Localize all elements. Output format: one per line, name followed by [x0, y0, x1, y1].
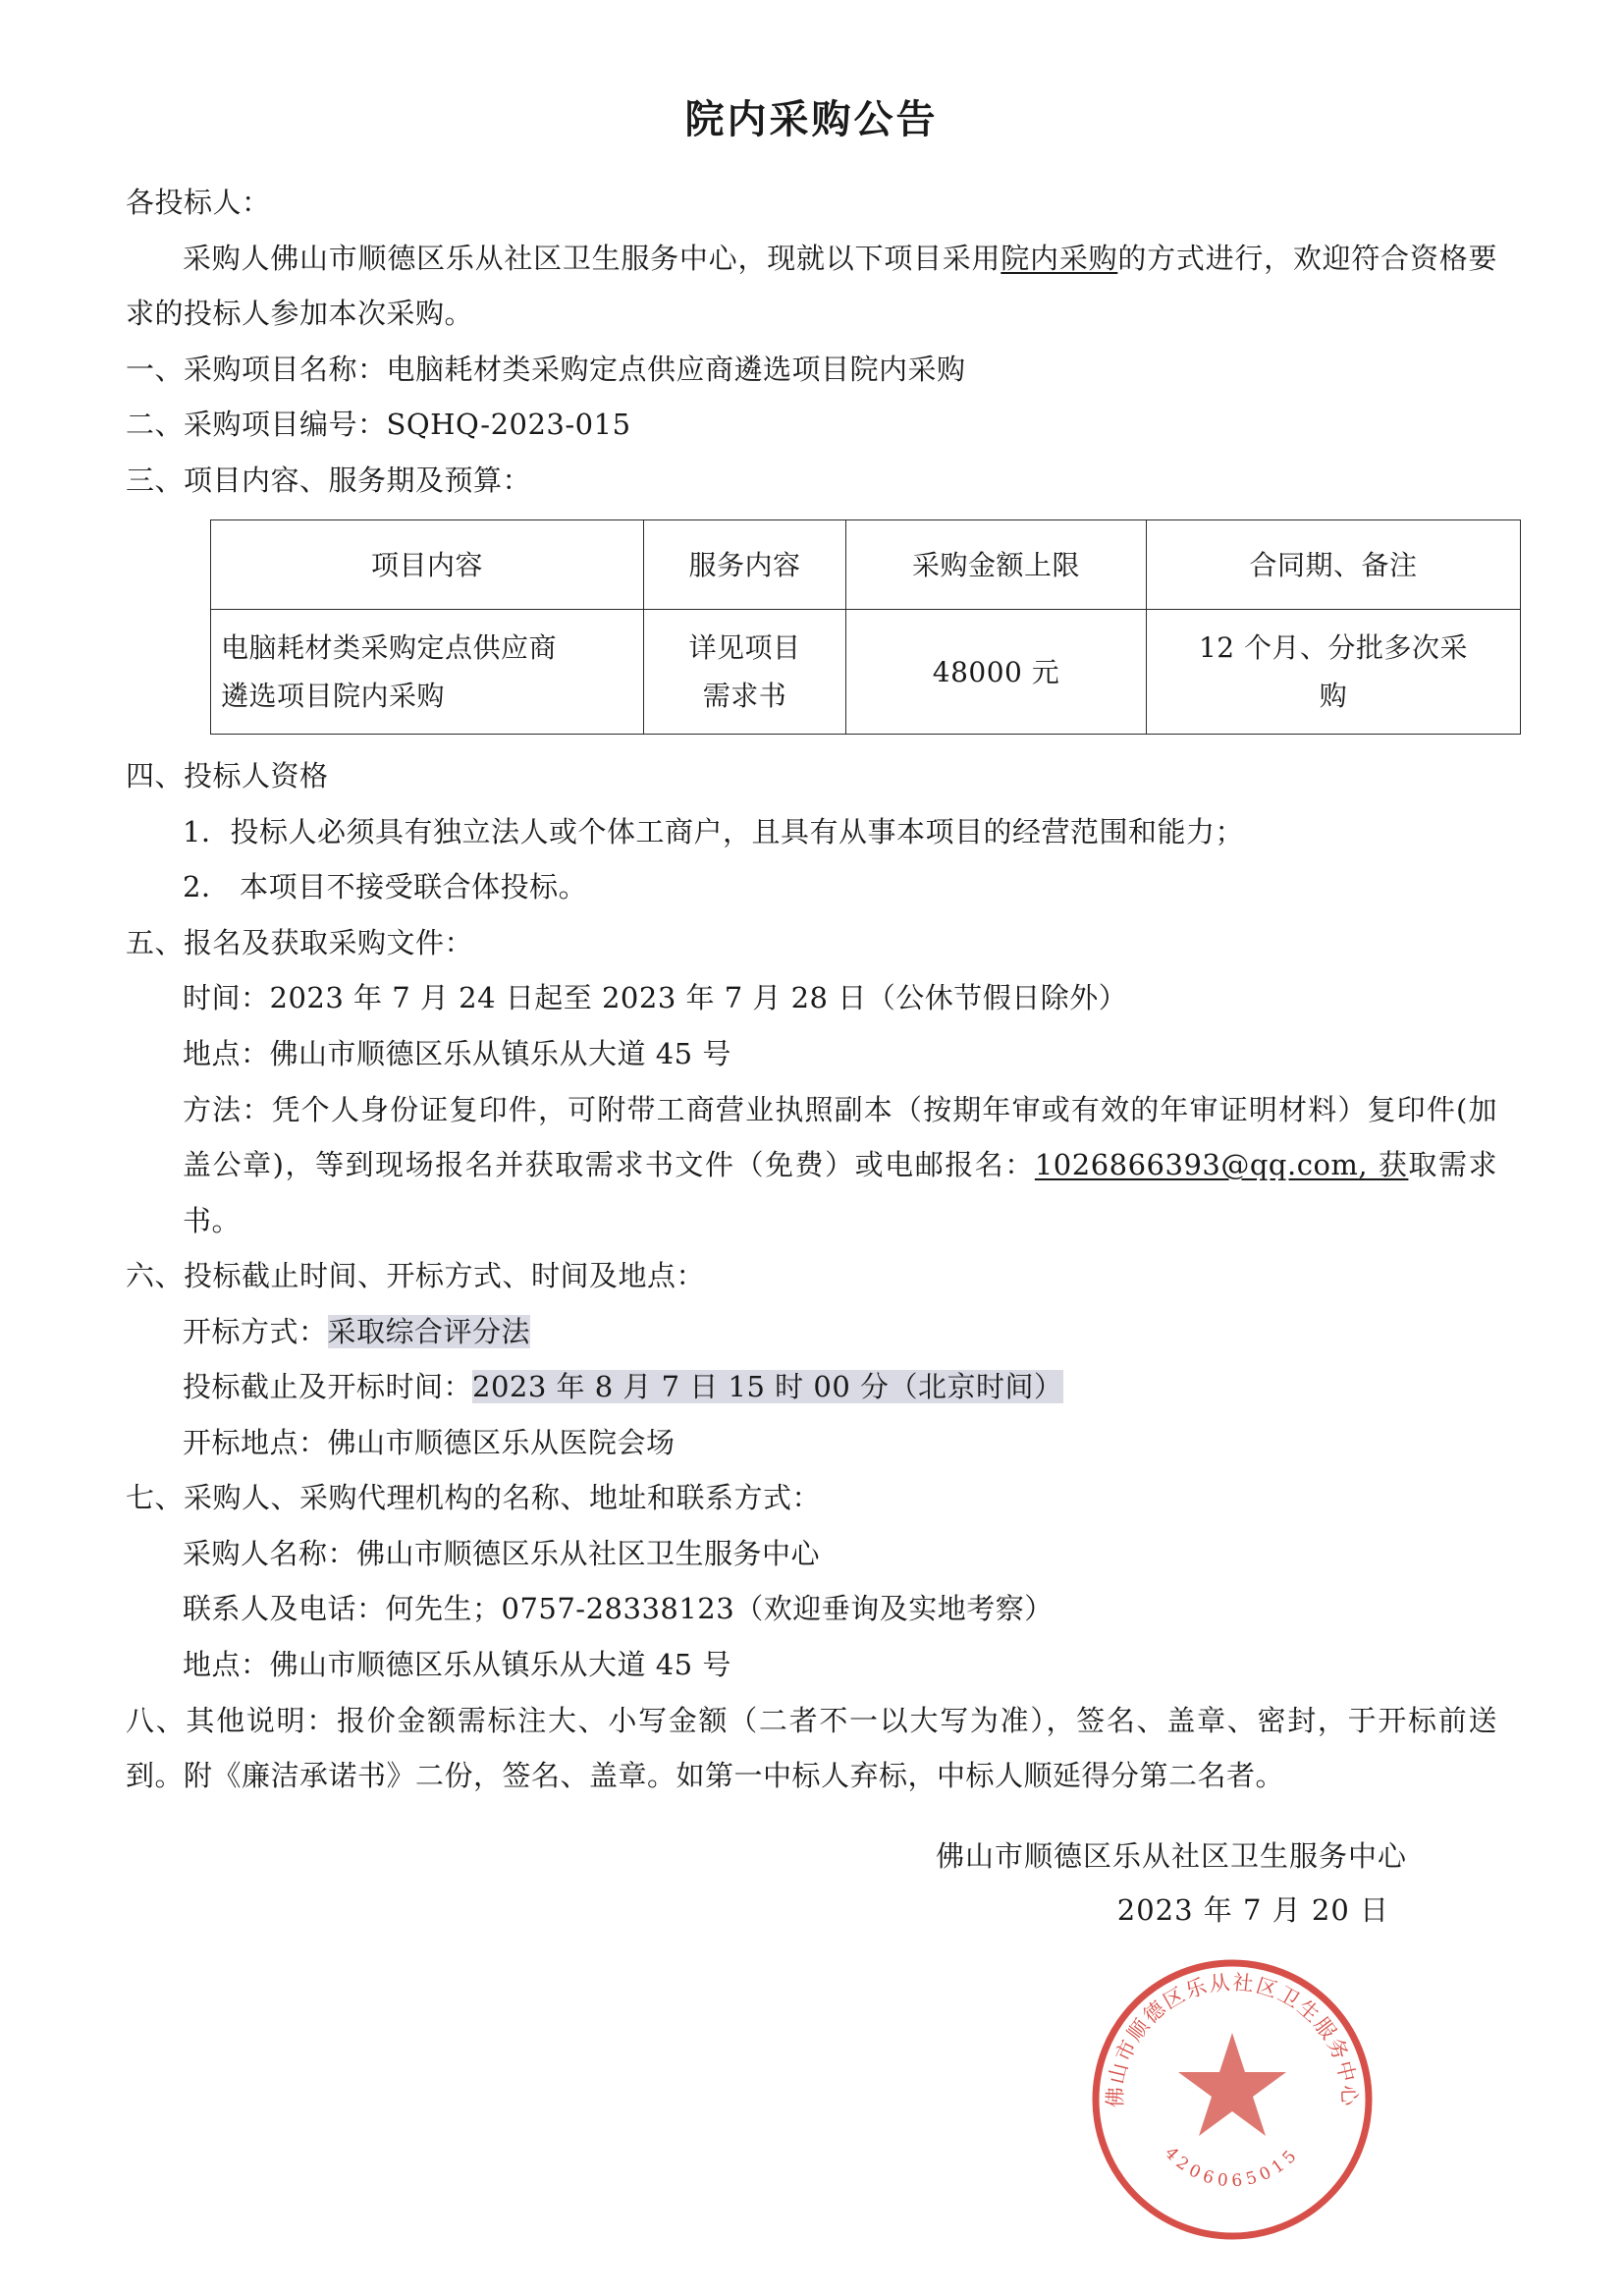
intro-paragraph [126, 231, 1497, 342]
section-1-label: 一、采购项目名称： [126, 352, 387, 386]
salutation: 各投标人： [126, 186, 271, 219]
section-5-method [183, 1082, 1497, 1249]
section-2 [126, 397, 1497, 453]
intro-underlined-term: 院内采购 [1001, 241, 1118, 275]
page-title: 院内采购公告 [684, 96, 939, 142]
section-4-item-2: 2． 本项目不接受联合体投标。 [183, 870, 588, 904]
section-8-text: 报价金额需标注大、小写金额（二者不一以大写为准），签名、盖章、密封，于开标前送到。附《廉洁承诺书》二份，签名、盖章。如第一中标人弃标，中标人顺延得分第二名者。 [126, 1703, 1497, 1793]
section-5-place: 地点：佛山市顺德区乐从镇乐从大道 45 号 [183, 1037, 731, 1071]
seal-bottom-text: 4206065015 [1161, 2143, 1304, 2192]
section-5-email: 1026866393@qq.com, 获 [1034, 1148, 1409, 1182]
table-cell-amount: 48000 元 [846, 610, 1147, 735]
table-cell-service-lines [654, 624, 836, 720]
table-header-item: 项目内容 [211, 520, 644, 610]
section-1-value: 电脑耗材类采购定点供应商遴选项目院内采购 [386, 352, 966, 386]
seal-top-text: 佛山市顺德区乐从社区卫生服务中心 [1103, 1970, 1362, 2108]
table-header-term: 合同期、备注 [1147, 520, 1521, 610]
table-cell-term-lines [1157, 624, 1510, 720]
table-cell-item-line1: 电脑耗材类采购定点供应商 [221, 631, 558, 665]
table-cell-term [1147, 610, 1521, 735]
section-6-open-method [183, 1304, 1497, 1360]
table-cell-item [211, 610, 644, 735]
section-6-label: 六、投标截止时间、开标方式、时间及地点： [126, 1259, 706, 1293]
signature-date: 2023 年 7 月 20 日 [1116, 1892, 1389, 1927]
signature-organization: 佛山市顺德区乐从社区卫生服务中心 [935, 1838, 1407, 1873]
table-cell-item-lines [221, 624, 633, 720]
official-seal [1085, 1952, 1380, 2247]
table-header-row [211, 520, 1521, 610]
intro-before: 采购人佛山市顺德区乐从社区卫生服务中心，现就以下项目采用 [183, 241, 1001, 275]
section-5-method-tail: 取需求书。 [183, 1148, 1497, 1237]
section-4-item-1: 1．投标人必须具有独立法人或个体工商户，且具有从事本项目的经营范围和能力； [183, 814, 1244, 848]
table-cell-item-line2: 遴选项目院内采购 [221, 680, 446, 713]
section-1 [126, 342, 1497, 398]
table-header-amount: 采购金额上限 [846, 520, 1147, 610]
section-7-buyer-name: 采购人名称：佛山市顺德区乐从社区卫生服务中心 [183, 1536, 821, 1570]
section-6-deadline-label: 投标截止及开标时间： [183, 1370, 473, 1404]
section-5-time: 时间：2023 年 7 月 24 日起至 2023 年 7 月 28 日（公休节假日除外） [183, 981, 1128, 1015]
section-5-method-text: 方法：凭个人身份证复印件，可附带工商营业执照副本（按期年审或有效的年审证明材料）复印件(加盖公章)，等到现场报名并获取需求书文件（免费）或电邮报名： [183, 1092, 1497, 1182]
section-6-open-place: 开标地点：佛山市顺德区乐从医院会场 [183, 1425, 676, 1459]
intro-after: 的方式进行，欢迎符合资格要求的投标人参加本次采购。 [126, 241, 1497, 331]
signature-block [126, 1830, 1497, 1938]
section-7-address: 地点：佛山市顺德区乐从镇乐从大道 45 号 [183, 1648, 731, 1682]
section-3-label: 三、项目内容、服务期及预算： [126, 463, 532, 497]
table-cell-term-line2: 购 [1319, 680, 1348, 713]
section-4-label: 四、投标人资格 [126, 759, 329, 793]
section-8-label: 八、其他说明： [126, 1703, 337, 1737]
table-cell-term-line1: 12 个月、分批多次采 [1198, 631, 1469, 665]
section-7-contact: 联系人及电话：何先生；0757-28338123（欢迎垂询及实地考察） [183, 1592, 1054, 1626]
table-row [211, 610, 1521, 735]
table-cell-service-line1: 详见项目 [688, 631, 801, 665]
section-5-label: 五、报名及获取采购文件： [126, 925, 474, 959]
section-6-open-method-label: 开标方式： [183, 1314, 328, 1348]
section-6-deadline-value: 2023 年 8 月 7 日 15 时 00 分（北京时间） [472, 1370, 1063, 1404]
section-6-deadline [183, 1359, 1497, 1415]
section-2-value: SQHQ-2023-015 [386, 408, 631, 442]
section-2-label: 二、采购项目编号： [126, 408, 387, 442]
procurement-table-wrapper [210, 519, 1469, 735]
seal-star-icon [1178, 2033, 1286, 2136]
table-cell-service [644, 610, 846, 735]
table-header-service: 服务内容 [644, 520, 846, 610]
procurement-table [210, 519, 1521, 735]
section-7-label: 七、采购人、采购代理机构的名称、地址和联系方式： [126, 1481, 822, 1515]
seal-outer-ring [1096, 1963, 1369, 2236]
section-6-open-method-value: 采取综合评分法 [327, 1314, 531, 1348]
table-cell-service-line2: 需求书 [702, 680, 787, 713]
section-8 [126, 1693, 1497, 1804]
